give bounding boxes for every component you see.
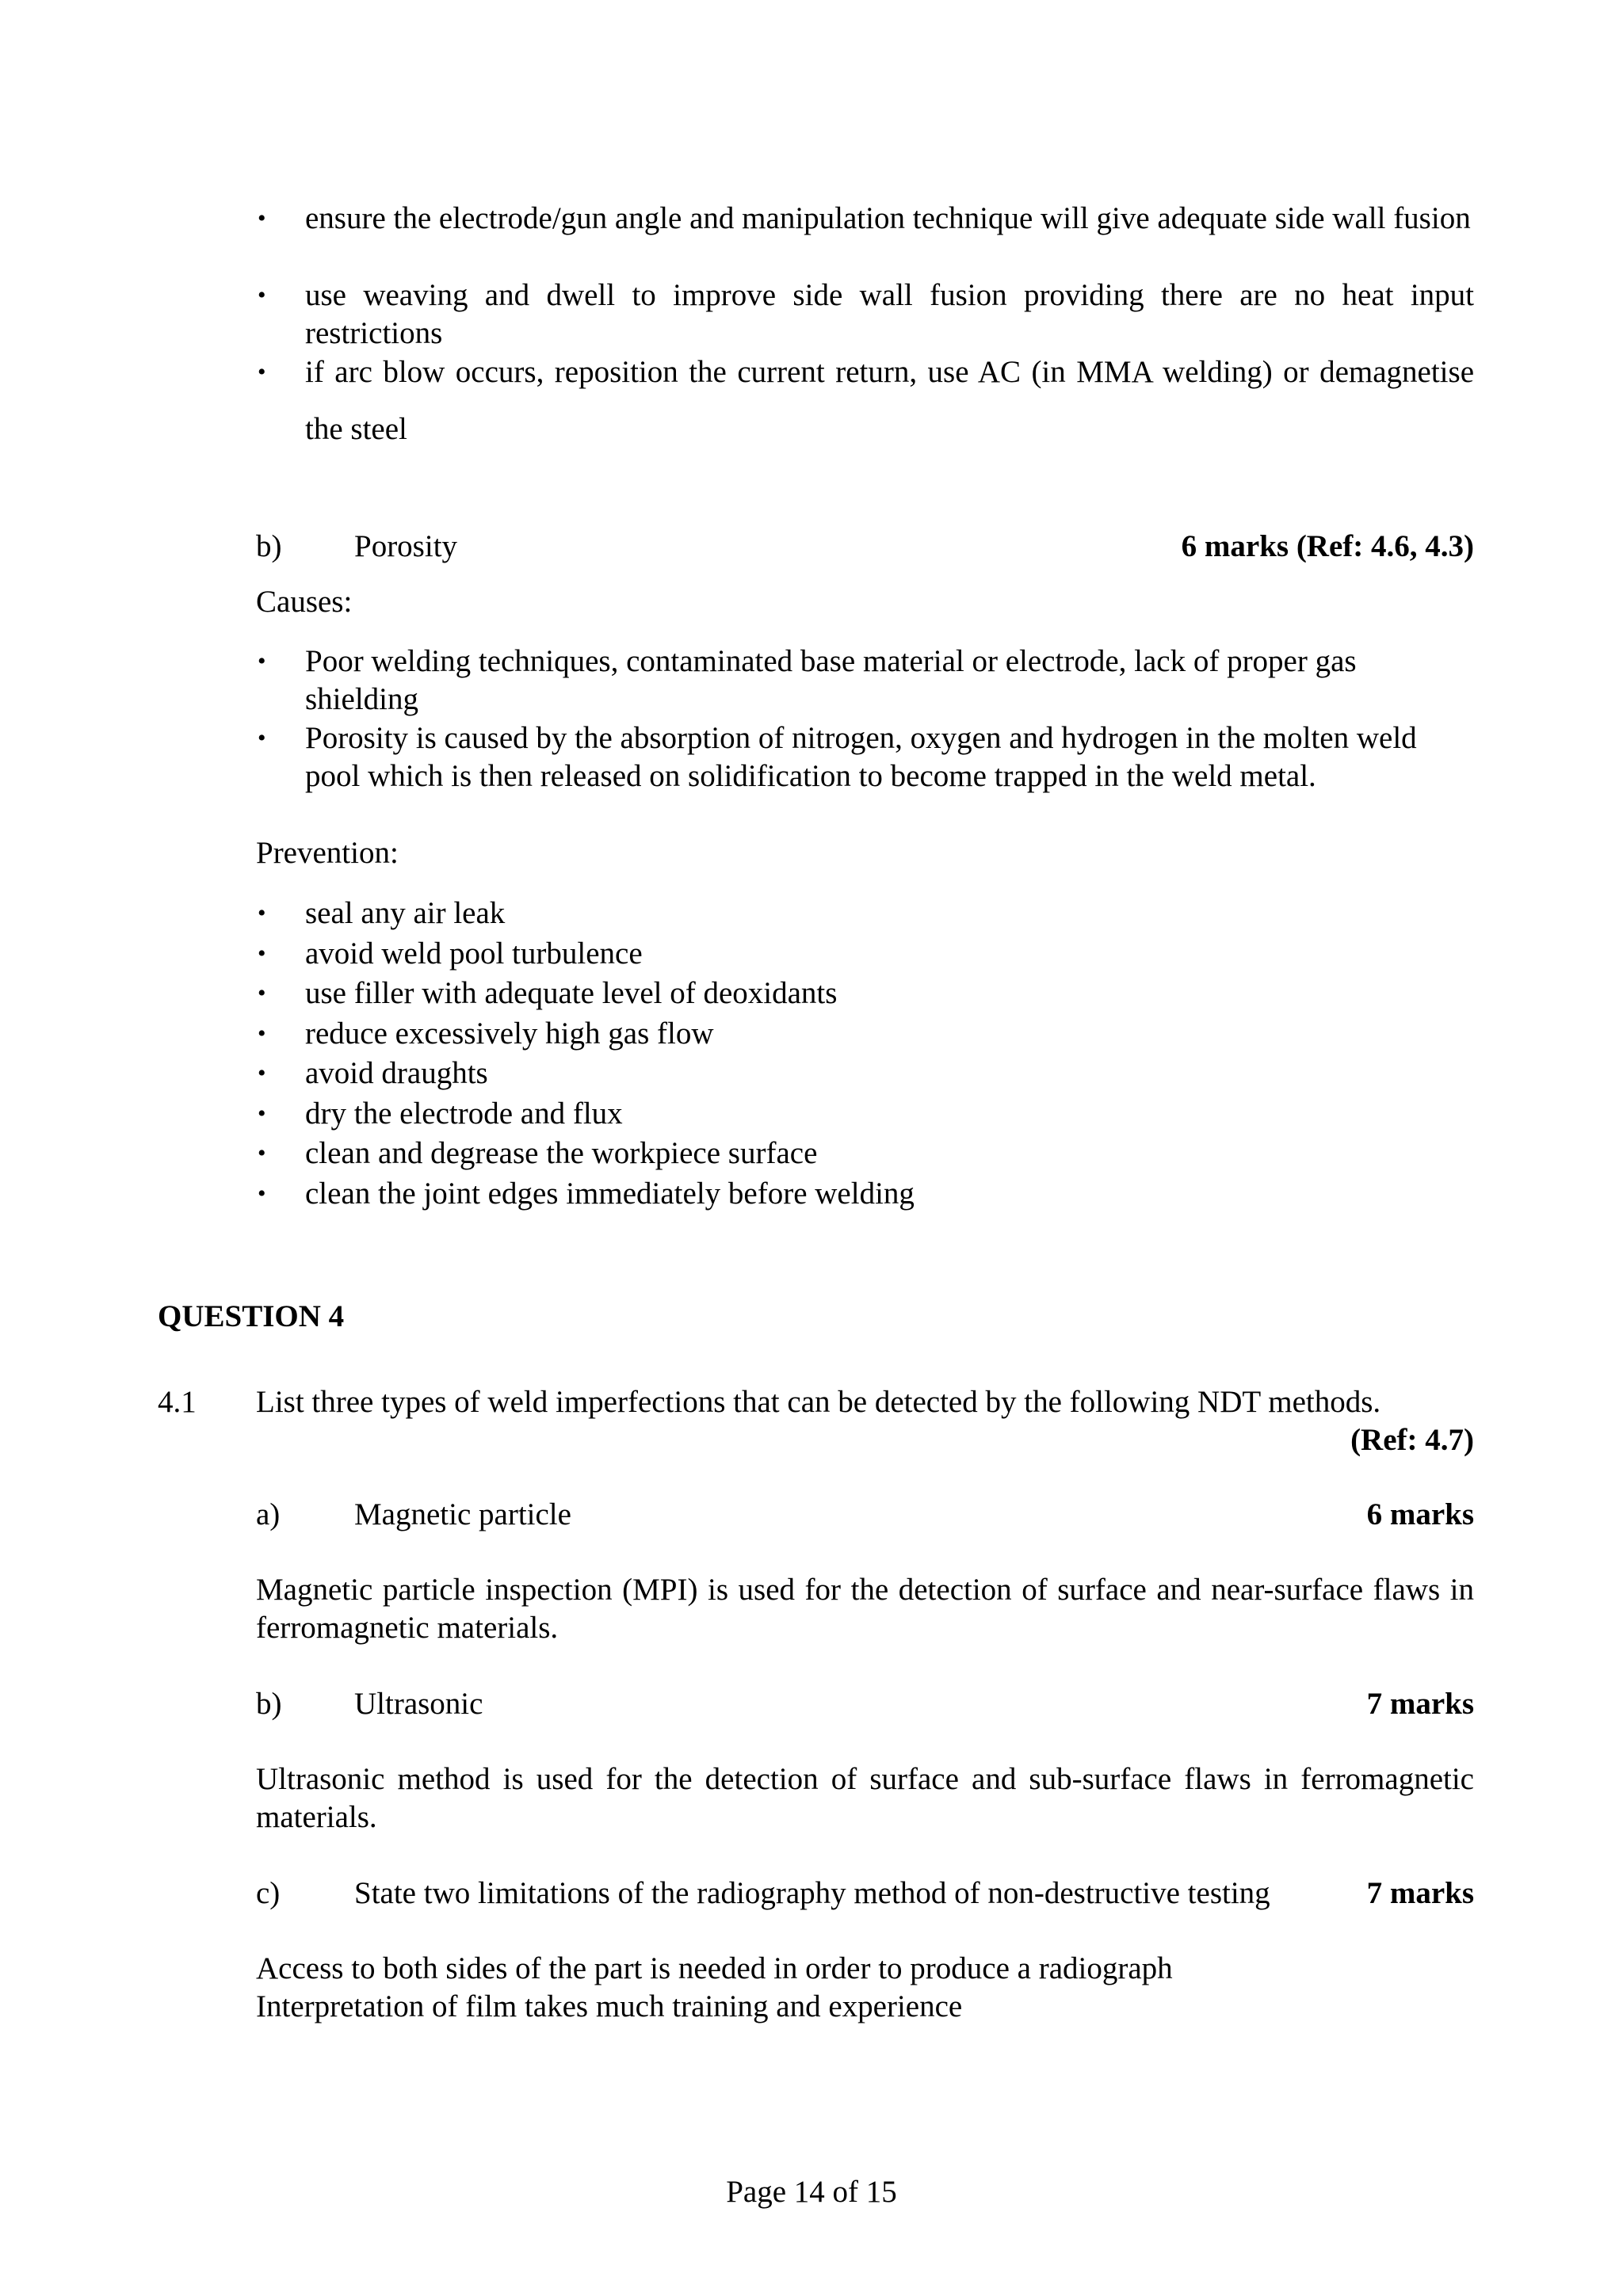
list-item (256, 934, 1474, 974)
marks-label: 6 marks (1366, 1497, 1474, 1531)
list-item-text: Porosity is caused by the absorption of nitrogen, oxygen and hydrogen in the molten weld pool which is then released on solidification to become trapped in the weld metal. (305, 721, 1417, 793)
list-item (256, 974, 1474, 1014)
list-item-text: clean the joint edges immediately before welding (305, 1176, 915, 1211)
bullet-icon: • (258, 1180, 266, 1207)
bullet-icon: • (258, 282, 266, 308)
list-item-text: ensure the electrode/gun angle and manipulation technique will give adequate side wall fusion (305, 201, 1471, 235)
list-item (256, 200, 1474, 277)
prevention-list (256, 894, 1474, 1214)
list-item-text: Poor welding techniques, contaminated base material or electrode, lack of proper gas shielding (305, 644, 1357, 716)
bullet-icon: • (258, 900, 266, 926)
list-item-text: dry the electrode and flux (305, 1096, 623, 1131)
causes-heading: Causes: (256, 585, 353, 619)
list-item-text: avoid draughts (305, 1056, 488, 1090)
list-item-text: reduce excessively high gas flow (305, 1016, 714, 1051)
bullet-icon: • (258, 1060, 266, 1086)
answer-text: Magnetic particle inspection (MPI) is used for the detection of surface and near-surface flaws in ferromagnetic materials. (256, 1573, 1474, 1645)
list-item-text: seal any air leak (305, 896, 506, 930)
bullet-icon: • (258, 940, 266, 967)
question-title: Porosity (354, 529, 458, 563)
bullet-icon: • (258, 725, 266, 751)
marks-label: 7 marks (1366, 1876, 1474, 1910)
prevention-heading: Prevention: (256, 836, 399, 870)
ultrasonic-row (256, 1685, 1474, 1723)
list-item (256, 344, 1474, 458)
bullet-icon: • (258, 980, 266, 1006)
radiography-row (256, 1875, 1474, 1913)
question-letter: b) (256, 1687, 282, 1721)
bullet-icon: • (258, 205, 266, 231)
answer-text: Access to both sides of the part is needed in order to produce a radiograph (256, 1951, 1173, 1985)
question-number: 4.1 (158, 1385, 197, 1419)
list-item-text: if arc blow occurs, reposition the current return, use AC (in MMA welding) or demagnetise the steel (305, 355, 1474, 446)
porosity-heading-row (256, 528, 1474, 566)
list-item-text: use filler with adequate level of deoxidants (305, 976, 838, 1010)
list-item (256, 1014, 1474, 1055)
question-title: Ultrasonic (354, 1687, 483, 1721)
list-item-text: use weaving and dwell to improve side wall fusion providing there are no heat input restrictions (305, 278, 1474, 350)
question-heading: QUESTION 4 (158, 1299, 345, 1333)
bullet-icon: • (258, 648, 266, 674)
list-item (256, 894, 1474, 934)
question-letter: a) (256, 1497, 281, 1531)
question-letter: c) (256, 1876, 281, 1910)
list-item-text: clean and degrease the workpiece surface (305, 1136, 818, 1170)
list-item (256, 1094, 1474, 1135)
list-item (256, 1054, 1474, 1094)
list-item (256, 643, 1474, 719)
bullet-icon: • (258, 359, 266, 385)
causes-list (256, 643, 1474, 795)
question-letter: b) (256, 529, 282, 563)
bullet-icon: • (258, 1140, 266, 1166)
reference-label: (Ref: 4.7) (1350, 1423, 1474, 1457)
question-title: Magnetic particle (354, 1497, 571, 1531)
bullet-icon: • (258, 1020, 266, 1047)
page-number: Page 14 of 15 (726, 2175, 897, 2209)
question-text: List three types of weld imperfections that can be detected by the following NDT methods. (256, 1385, 1381, 1419)
list-item (256, 1134, 1474, 1174)
answer-text: Ultrasonic method is used for the detection of surface and sub-surface flaws in ferromagnetic materials. (256, 1762, 1474, 1834)
answer-text: Interpretation of film takes much training and experience (256, 1989, 963, 2023)
list-item (256, 277, 1474, 353)
marks-label: 6 marks (Ref: 4.6, 4.3) (1181, 529, 1474, 563)
prevention-bullets-continued (256, 200, 1474, 458)
magnetic-particle-row (256, 1496, 1474, 1534)
list-item (256, 719, 1474, 795)
marks-label: 7 marks (1366, 1687, 1474, 1721)
list-item (256, 1174, 1474, 1215)
bullet-icon: • (258, 1100, 266, 1127)
list-item-text: avoid weld pool turbulence (305, 936, 643, 971)
question-title: State two limitations of the radiography method of non-destructive testing (354, 1876, 1270, 1910)
